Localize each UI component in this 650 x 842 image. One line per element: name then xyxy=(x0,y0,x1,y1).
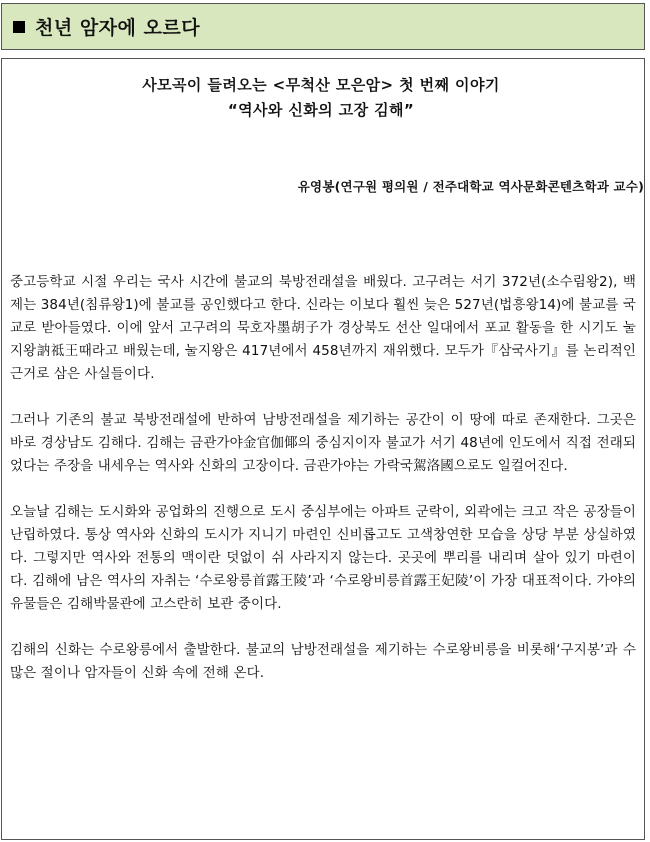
article-title-line2: “역사와 신화의 고장 김해” xyxy=(227,101,415,119)
section-header xyxy=(1,3,645,50)
author-byline: 유영봉(연구원 평의원 / 전주대학교 역사문화콘텐츠학과 교수) xyxy=(297,179,644,194)
paragraph: 오늘날 김해는 도시화와 공업화의 진행으로 도시 중심부에는 아파트 군락이, 외곽에는 크고 작은 공장들이 난립하였다. 통상 역사와 신화의 도시가 지니기 마련인 신비롭고도 고색창연한 모습을 상당 부분 상실하였다. 그렇지만 역사와 전통의 맥이란 덧없이 쉬 사라지지 않는다. 곳곳에 뿌리를 내리며 살아 있기 마련이다. 김해에 남은 역사의 자취는 ‘수로왕릉首露王陵’과 ‘수로왕비릉首露王妃陵’이 가장 대표적이다. 가야의 유물들은 김해박물관에 고스란히 보관 중이다. xyxy=(10,504,636,612)
paragraph: 중고등학교 시절 우리는 국사 시간에 불교의 북방전래설을 배웠다. 고구려는 서기 372년(소수림왕2), 백제는 384년(침류왕1)에 불교를 공인했다고 한다. 신라는 이보다 훨씬 늦은 527년(법흥왕14)에 불교를 국교로 받아들였다. 이에 앞서 고구려의 묵호자墨胡子가 경상북도 선산 일대에서 포교 활동을 한 시기도 눌지왕訥祗王때라고 배웠는데, 눌지왕은 417년에서 458년까지 재위했다. 모두가『삼국사기』를 논리적인 근거로 삼은 사실들이다. xyxy=(10,274,636,382)
paragraph: 김해의 신화는 수로왕릉에서 출발한다. 불교의 남방전래설을 제기하는 수로왕비릉을 비롯해‘구지봉’과 수많은 절이나 암자들이 신화 속에 전해 온다. xyxy=(10,642,636,681)
paragraph: 그러나 기존의 불교 북방전래설에 반하여 남방전래설을 제기하는 공간이 이 땅에 따로 존재한다. 그곳은 바로 경상남도 김해다. 김해는 금관가야金官伽倻의 중심지이자 불교가 서기 48년에 인도에서 직접 전래되었다는 주장을 내세우는 역사와 신화의 고장이다. 금관가야는 가락국駕洛國으로도 일컬어진다. xyxy=(10,412,636,474)
black-square-icon xyxy=(13,21,25,33)
article-body xyxy=(10,271,636,685)
article-title xyxy=(0,73,642,123)
article-title-line1: 사모곡이 들려오는 <무척산 모은암> 첫 번째 이야기 xyxy=(142,76,500,94)
section-title: 천년 암자에 오르다 xyxy=(35,17,201,39)
